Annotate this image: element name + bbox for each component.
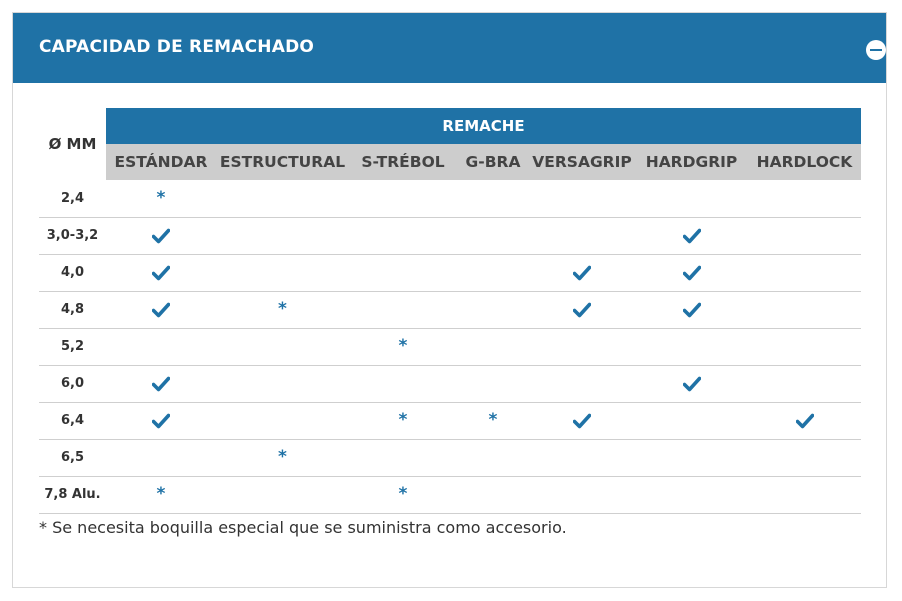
table-row [39, 476, 861, 513]
compat-cell [748, 402, 861, 439]
diameter-cell: 6,4 [60, 413, 85, 428]
compat-cell [106, 254, 216, 291]
compat-cell [635, 217, 748, 254]
compat-cell [349, 439, 457, 476]
asterisk-mark: * [278, 447, 287, 467]
check-icon [152, 228, 170, 244]
compat-cell [529, 254, 635, 291]
column-header: VERSAGRIP [529, 144, 635, 180]
table-row [39, 439, 861, 476]
asterisk-mark: * [156, 187, 166, 208]
compat-cell [529, 402, 635, 439]
check-icon [573, 413, 591, 429]
compat-cell [106, 291, 216, 328]
column-header: ESTRUCTURAL [216, 144, 349, 180]
compat-cell [635, 402, 748, 439]
compat-cell [457, 328, 529, 365]
compat-cell [216, 365, 349, 402]
asterisk-mark: * [278, 299, 287, 319]
check-icon [683, 265, 701, 281]
diameter-cell: 6,5 [60, 450, 85, 465]
compat-cell [349, 365, 457, 402]
diameter-cell: 2,4 [60, 190, 85, 206]
check-icon [152, 265, 170, 281]
compat-cell [529, 291, 635, 328]
column-header: HARDGRIP [635, 144, 748, 180]
riveting-capacity-table [39, 108, 861, 514]
compat-cell [349, 476, 457, 513]
compat-cell [457, 476, 529, 513]
check-icon [573, 302, 591, 318]
compat-cell [106, 217, 216, 254]
compat-cell [106, 180, 216, 217]
compat-cell [349, 254, 457, 291]
check-icon [796, 413, 814, 429]
riveting-capacity-panel [12, 12, 887, 588]
compat-cell [216, 476, 349, 513]
panel-title: CAPACIDAD DE REMACHADO [39, 37, 315, 57]
compat-cell [216, 439, 349, 476]
asterisk-mark: * [156, 484, 166, 504]
compat-cell [748, 217, 861, 254]
check-icon [683, 302, 701, 318]
compat-cell [216, 254, 349, 291]
compat-cell [216, 217, 349, 254]
compat-cell [457, 365, 529, 402]
table-row [39, 180, 861, 217]
compat-cell [748, 180, 861, 217]
compat-cell [635, 476, 748, 513]
compat-cell [216, 291, 349, 328]
column-header: HARDLOCK [748, 144, 861, 180]
table-body [39, 180, 861, 513]
diameter-cell: 6,0 [60, 376, 85, 391]
column-header: ESTÁNDAR [106, 144, 216, 180]
compat-cell [529, 365, 635, 402]
table-row [39, 402, 861, 439]
mm-column-header: Ø MM [48, 135, 97, 153]
asterisk-mark: * [488, 410, 498, 430]
compat-cell [106, 439, 216, 476]
table-row [39, 291, 861, 328]
compat-cell [529, 217, 635, 254]
table-row [39, 365, 861, 402]
check-icon [573, 265, 591, 281]
compat-cell [216, 402, 349, 439]
compat-cell [349, 328, 457, 365]
diameter-cell: 5,2 [60, 339, 85, 354]
compat-cell [635, 254, 748, 291]
compat-cell [349, 291, 457, 328]
compat-cell [457, 439, 529, 476]
compat-cell [457, 217, 529, 254]
compat-cell [529, 439, 635, 476]
check-icon [152, 413, 170, 429]
compat-cell [106, 328, 216, 365]
compat-cell [529, 180, 635, 217]
footnote: * Se necesita boquilla especial que se suministra como accesorio. [39, 518, 567, 537]
compat-cell [457, 402, 529, 439]
compat-cell [216, 328, 349, 365]
compat-cell [216, 180, 349, 217]
column-header: G-BRA [457, 144, 529, 180]
diameter-cell: 7,8 Alu. [44, 487, 101, 502]
compat-cell [106, 402, 216, 439]
compat-cell [748, 365, 861, 402]
rivet-type-headers [39, 144, 861, 180]
compat-cell [529, 328, 635, 365]
asterisk-mark: * [398, 336, 408, 356]
compat-cell [748, 254, 861, 291]
check-icon [683, 376, 701, 392]
check-icon [152, 302, 170, 318]
check-icon [152, 376, 170, 392]
asterisk-mark: * [398, 484, 408, 504]
compat-cell [635, 328, 748, 365]
minus-circle-icon[interactable] [866, 40, 886, 60]
table-row [39, 328, 861, 365]
compat-cell [349, 217, 457, 254]
diameter-cell: 3,0-3,2 [46, 228, 99, 243]
asterisk-mark: * [398, 410, 408, 430]
compat-cell [349, 180, 457, 217]
compat-cell [349, 402, 457, 439]
rivet-group-header: REMACHE [106, 108, 861, 144]
compat-cell [635, 365, 748, 402]
compat-cell [748, 439, 861, 476]
compat-cell [635, 180, 748, 217]
check-icon [683, 228, 701, 244]
table-row [39, 217, 861, 254]
table-row [39, 254, 861, 291]
compat-cell [106, 476, 216, 513]
compat-cell [635, 291, 748, 328]
compat-cell [457, 180, 529, 217]
compat-cell [457, 254, 529, 291]
column-header: S-TRÉBOL [349, 144, 457, 180]
compat-cell [748, 328, 861, 365]
compat-cell [529, 476, 635, 513]
panel-header[interactable] [13, 13, 886, 83]
compat-cell [457, 291, 529, 328]
diameter-cell: 4,0 [60, 265, 85, 280]
compat-cell [106, 365, 216, 402]
compat-cell [748, 476, 861, 513]
compat-cell [635, 439, 748, 476]
diameter-cell: 4,8 [60, 302, 85, 317]
compat-cell [748, 291, 861, 328]
